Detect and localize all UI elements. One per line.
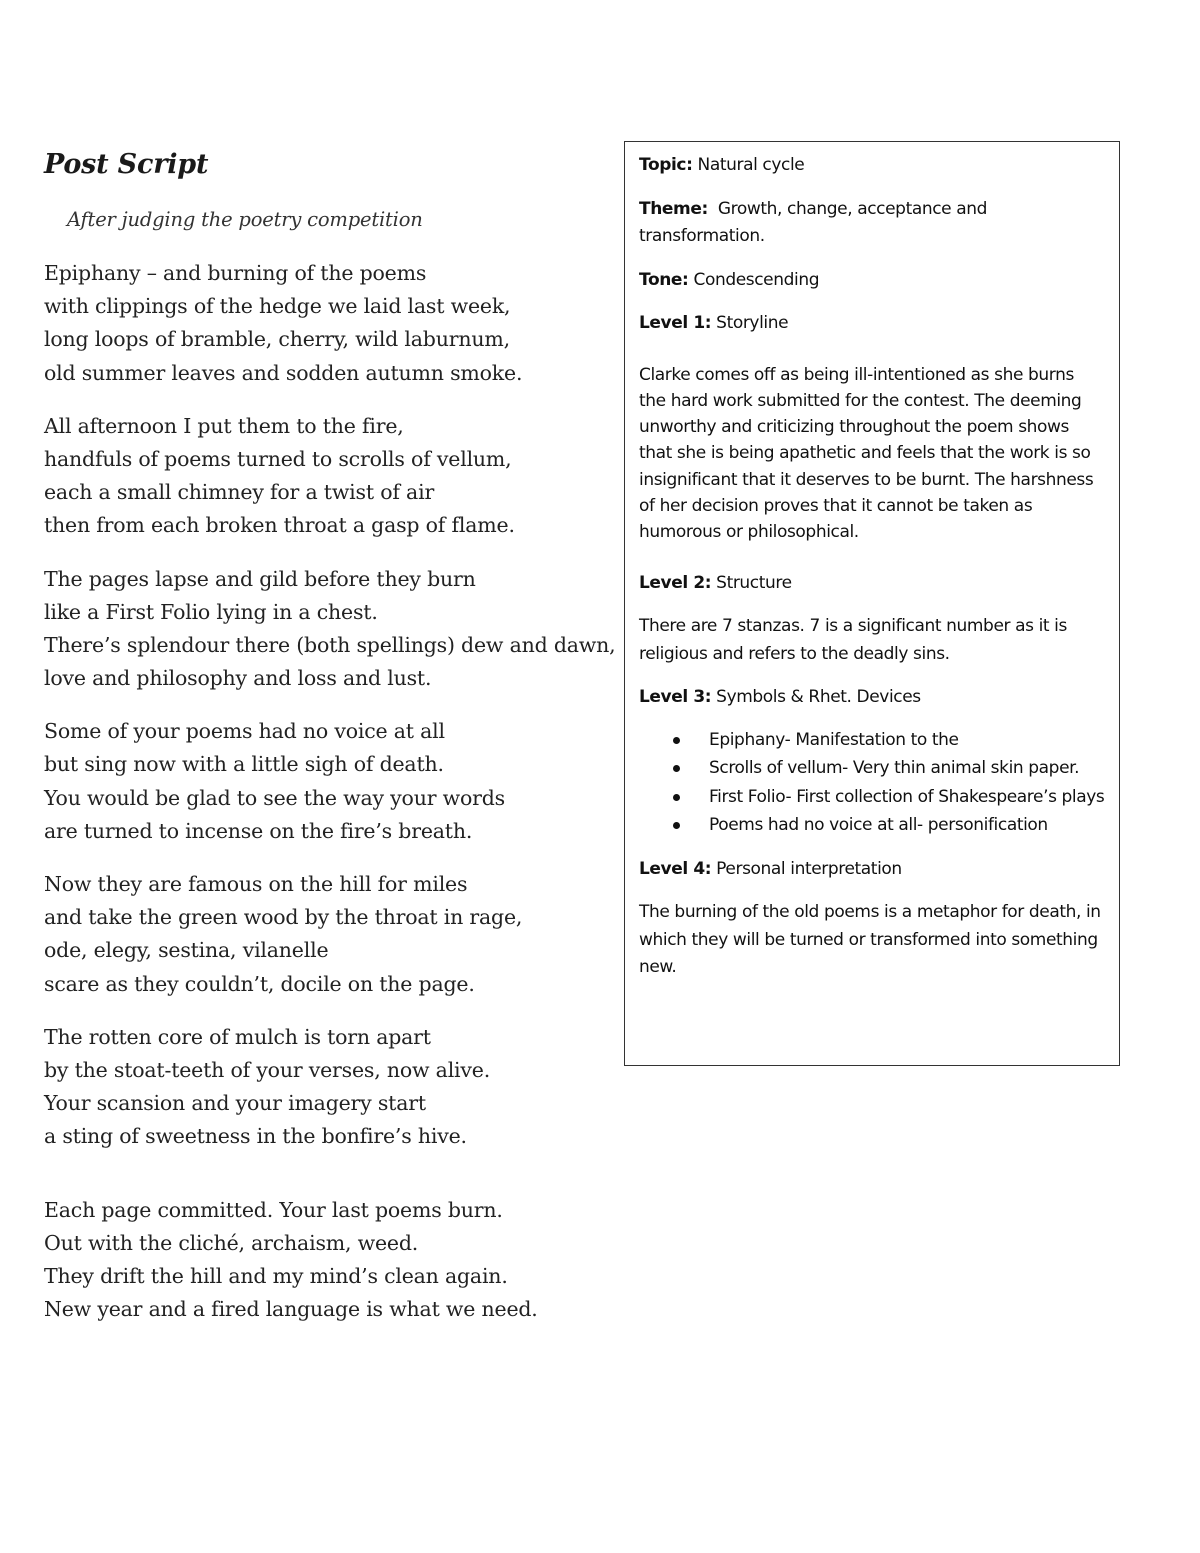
level1-label: Level 1: xyxy=(639,313,712,333)
stanza-5 xyxy=(44,868,614,1001)
level4-label: Level 4: xyxy=(639,858,712,879)
poem-line: All afternoon I put them to the fire, xyxy=(44,413,404,438)
tone-label: Tone: xyxy=(639,269,689,290)
poem-subtitle: After judging the poetry competition xyxy=(67,208,423,231)
theme-row xyxy=(639,196,1105,251)
poem-line: each a small chimney for a twist of air xyxy=(44,480,435,505)
poem-line: Now they are famous on the hill for miles xyxy=(44,872,468,896)
poem-line: The pages lapse and gild before they burn xyxy=(44,566,476,591)
poem-line: Some of your poems had no voice at all xyxy=(44,719,445,744)
poem-column xyxy=(44,142,614,1326)
level1-heading xyxy=(639,310,1105,338)
device-text: Scrolls of vellum- Very thin animal skin paper. xyxy=(709,758,1080,779)
poem-line: There’s splendour there (both spellings) dew and dawn, xyxy=(44,632,616,657)
level1-text: Clarke comes off as being ill-intentioned as she burns the hard work submitted for the contest. The deeming unworthy and criticizing throughout the poem shows that she is being apathetic and feels that the work is so insignificant that it deserves to be burnt. The harshness of her decision proves that it cannot be taken as humorous or philosophical. xyxy=(639,364,1094,543)
poem-line: handfuls of poems turned to scrolls of vellum, xyxy=(44,446,512,471)
stanza-4 xyxy=(44,715,614,848)
poem-line: old summer leaves and sodden autumn smoke. xyxy=(44,360,523,385)
device-text: First Folio- First collection of Shakespeare’s plays xyxy=(709,786,1105,807)
poem-line: Your scansion and your imagery start xyxy=(44,1091,426,1116)
tone-row xyxy=(639,267,1105,295)
list-item xyxy=(639,783,1105,812)
poem-line: and take the green wood by the throat in rage, xyxy=(44,905,523,930)
list-item xyxy=(639,726,1105,755)
stanza-2 xyxy=(44,410,614,543)
level3-value: Symbols & Rhet. Devices xyxy=(716,687,921,708)
level2-value: Structure xyxy=(716,572,792,593)
list-item xyxy=(639,754,1105,783)
poem-line: are turned to incense on the fire’s breath. xyxy=(44,818,473,843)
theme-label: Theme: xyxy=(639,198,708,219)
poem-line: The rotten core of mulch is torn apart xyxy=(44,1024,431,1049)
device-text: Epiphany- Manifestation to the xyxy=(709,729,959,750)
bullet-icon xyxy=(673,765,680,772)
tone-value: Condescending xyxy=(693,269,820,290)
bullet-icon xyxy=(673,737,680,744)
poem-line: Epiphany – and burning of the poems xyxy=(44,261,427,285)
level2-label: Level 2: xyxy=(639,572,712,593)
poem-line: New year and a fired language is what we need. xyxy=(44,1297,538,1322)
level2-heading xyxy=(639,570,1105,598)
level3-label: Level 3: xyxy=(639,687,712,708)
list-item xyxy=(639,811,1105,840)
poem-line: ode, elegy, sestina, vilanelle xyxy=(44,938,329,963)
level3-heading xyxy=(639,684,1105,712)
poem-line: You would be glad to see the way your words xyxy=(44,785,505,810)
stanza-1 xyxy=(44,257,614,390)
analysis-notes-box xyxy=(624,141,1120,1066)
theme-value: Growth, change, acceptance and transformation. xyxy=(639,198,988,246)
level4-value: Personal interpretation xyxy=(716,858,902,879)
poem-line: by the stoat-teeth of your verses, now alive. xyxy=(44,1057,491,1082)
poem-line: but sing now with a little sigh of death. xyxy=(44,752,444,777)
poem-line: Out with the cliché, archaism, weed. xyxy=(44,1230,419,1255)
poem-line: long loops of bramble, cherry, wild laburnum, xyxy=(44,327,510,352)
level2-text: There are 7 stanzas. 7 is a significant number as it is religious and refers to the deadly sins. xyxy=(639,616,1067,664)
poem-line: with clippings of the hedge we laid last week, xyxy=(44,294,511,319)
level4-text: The burning of the old poems is a metaphor for death, in which they will be turned or transformed into something new. xyxy=(639,902,1101,978)
level1-value: Storyline xyxy=(716,313,789,333)
topic-row xyxy=(639,152,1105,180)
poem-title: Post Script xyxy=(44,149,209,180)
poem-line: They drift the hill and my mind’s clean again. xyxy=(44,1263,508,1288)
level4-heading xyxy=(639,856,1105,884)
poem-line: a sting of sweetness in the bonfire’s hive. xyxy=(44,1124,467,1149)
device-text: Poems had no voice at all- personification xyxy=(709,815,1048,836)
devices-list xyxy=(639,726,1105,840)
stanza-7 xyxy=(44,1194,614,1327)
topic-value: Natural cycle xyxy=(697,155,805,175)
poem-line: Each page committed. Your last poems burn. xyxy=(44,1197,503,1222)
bullet-icon xyxy=(673,794,680,801)
stanza-3 xyxy=(44,563,614,696)
poem-line: then from each broken throat a gasp of flame. xyxy=(44,513,515,538)
poem-line: love and philosophy and loss and lust. xyxy=(44,666,432,691)
topic-label: Topic: xyxy=(639,155,693,175)
poem-line: like a First Folio lying in a chest. xyxy=(44,599,378,624)
stanza-6 xyxy=(44,1021,614,1154)
bullet-icon xyxy=(673,822,680,829)
poem-line: scare as they couldn’t, docile on the page. xyxy=(44,971,475,996)
